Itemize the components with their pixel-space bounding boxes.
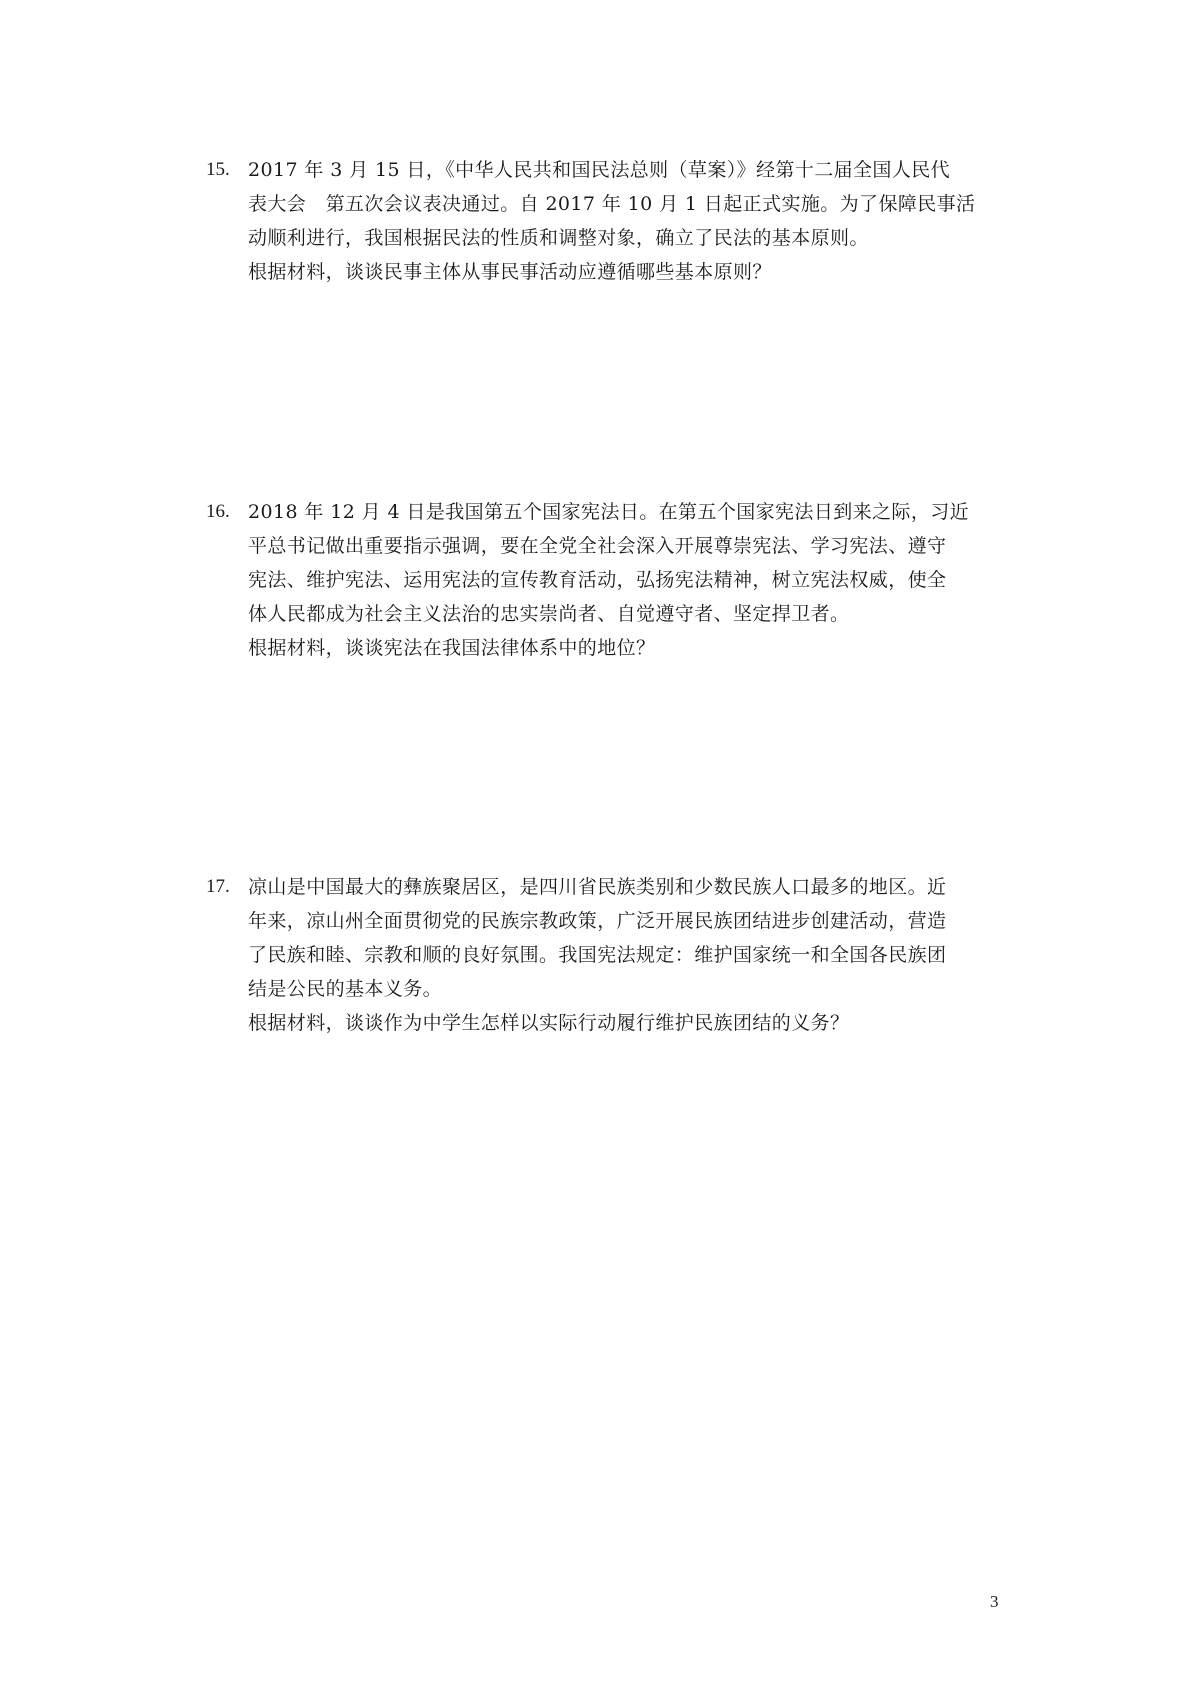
question-line: 2018 年 12 月 4 日是我国第五个国家宪法日。在第五个国家宪法日到来之际，习近 xyxy=(248,501,970,523)
question-line: 年来，凉山州全面贯彻党的民族宗教政策，广泛开展民族团结进步创建活动，营造 xyxy=(248,910,947,932)
question-prompt: 根据材料，谈谈宪法在我国法律体系中的地位？ xyxy=(248,637,656,659)
question-line: 平总书记做出重要指示强调，要在全党全社会深入开展尊崇宪法、学习宪法、遵守 xyxy=(248,535,947,557)
question-text xyxy=(248,153,1008,289)
question-line: 表大会 第五次会议表决通过。自 2017 年 10 月 1 日起正式实施。为了保障民事活 xyxy=(248,193,976,215)
question-number: 16. xyxy=(206,501,230,522)
question-number: 17. xyxy=(206,876,230,897)
question-line: 2017 年 3 月 15 日，《中华人民共和国民法总则（草案）》经第十二届全国人民代 xyxy=(248,159,951,181)
question-number: 15. xyxy=(206,159,230,180)
question-line: 体人民都成为社会主义法治的忠实崇尚者、自觉遵守者、坚定捍卫者。 xyxy=(248,603,850,625)
page-number: 3 xyxy=(990,1592,999,1611)
question-line: 了民族和睦、宗教和顺的良好氛围。我国宪法规定：维护国家统一和全国各民族团 xyxy=(248,944,947,966)
question-prompt: 根据材料，谈谈作为中学生怎样以实际行动履行维护民族团结的义务？ xyxy=(248,1012,850,1034)
question-text xyxy=(248,870,1008,1040)
question-line: 宪法、维护宪法、运用宪法的宣传教育活动，弘扬宪法精神，树立宪法权威，使全 xyxy=(248,569,947,591)
question-line: 动顺利进行，我国根据民法的性质和调整对象，确立了民法的基本原则。 xyxy=(248,227,869,249)
question-prompt: 根据材料，谈谈民事主体从事民事活动应遵循哪些基本原则？ xyxy=(248,261,772,283)
question-line: 凉山是中国最大的彝族聚居区，是四川省民族类别和少数民族人口最多的地区。近 xyxy=(248,876,947,898)
question-line: 结是公民的基本义务。 xyxy=(248,978,443,1000)
question-text xyxy=(248,495,1008,665)
